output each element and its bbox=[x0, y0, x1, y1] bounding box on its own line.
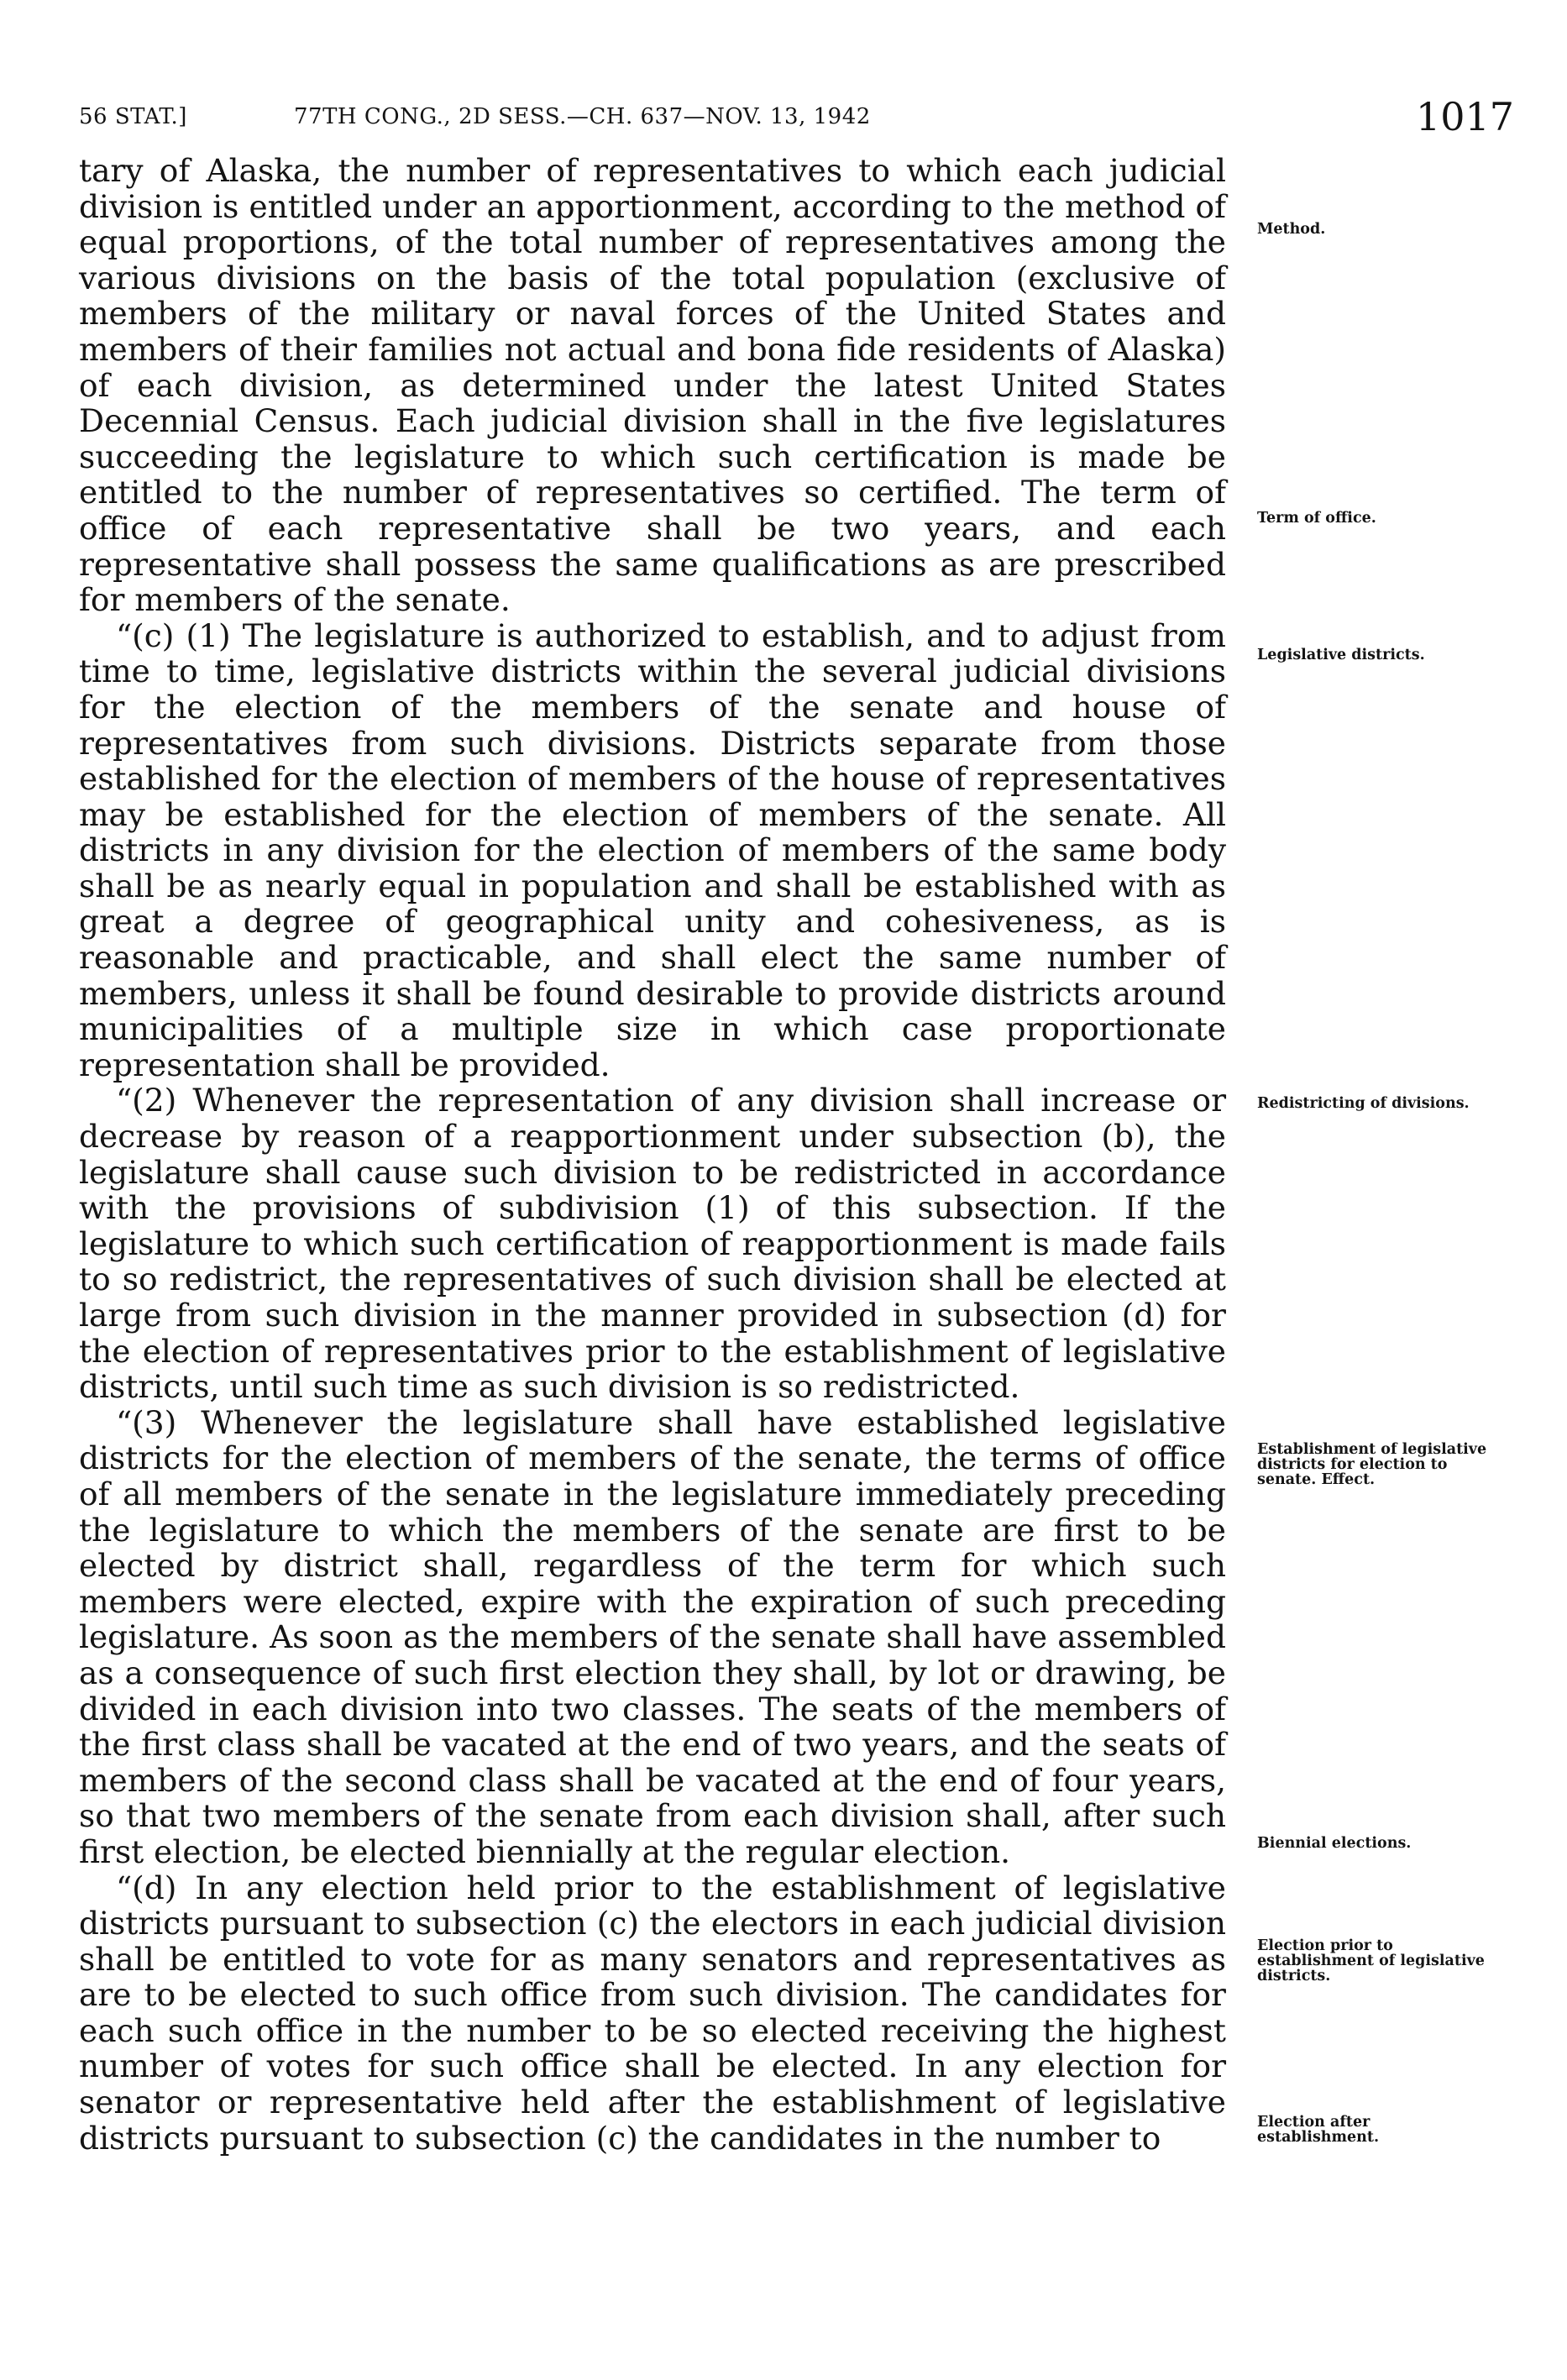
page-number: 1017 bbox=[1416, 94, 1515, 139]
paragraph-subsection-c-3: “(3) Whenever the legislature shall have established legislative districts for the election of members of the senate, the terms of office of all members of the senate in the legislature immediately preceding the legislature to which the members of the senate are first to be elected by district shall, regardless of the term for which such members were elected, expire with the expiration of such preceding legislature. As soon as the members of the senate shall have assembled as a consequence of such first election they shall, by lot or drawing, be divided in each division into two classes. The seats of the members of the first class shall be vacated at the end of two years, and the seats of members of the second class shall be vacated at the end of four years, so that two members of the senate from each division shall, after such first election, be elected biennially at the regular election. bbox=[79, 1403, 1226, 1870]
paragraph-subsection-c-2: “(2) Whenever the representation of any division shall increase or decrease by reason of a reapportionment under subsection (b), the legislature shall cause such division to be redistricted in accordance with the provisions of subdivision (1) of this subsection. If the legislature to which such certification of reapportionment is made fails to so redistrict, the representatives of such division shall be elected at large from such division in the manner provided in subsection (d) for the election of representatives prior to the establishment of legislative districts, until such time as such division is so redistricted. bbox=[79, 1082, 1226, 1406]
margin-note-election-prior: Election prior to establishment of legislative districts. bbox=[1257, 1937, 1485, 1984]
statute-body bbox=[79, 153, 1226, 2156]
margin-note-legislative-districts: Legislative districts. bbox=[1257, 647, 1425, 663]
margin-note-establishment: Establishment of legislative districts for election to senate. Effect. bbox=[1257, 1441, 1487, 1488]
paragraph-subsection-d: “(d) In any election held prior to the establishment of legislative districts pursuant to subsection (c) the electors in each judicial division shall be entitled to vote for as many senators and representatives as are to be elected to such office from such division. The candidates for each such office in the number to be so elected receiving the highest number of votes for such office shall be elected. In any election for senator or representative held after the establishment of legislative districts pursuant to subsection (c) the candidates in the number to bbox=[79, 1869, 1226, 2157]
paragraph-subsection-c-1: “(c) (1) The legislature is authorized to establish, and to adjust from time to time, legislative districts within the several judicial divisions for the election of the members of the senate and house of representatives from such divisions. Districts separate from those established for the election of members of the house of representatives may be established for the election of members of the senate. All districts in any division for the election of members of the same body shall be as nearly equal in population and shall be established with as great a degree of geographical unity and cohesiveness, as is reasonable and practicable, and shall elect the same number of members, unless it shall be found desirable to provide districts around municipalities of a multiple size in which case proportionate representation shall be provided. bbox=[79, 616, 1226, 1083]
paragraph-apportionment: tary of Alaska, the number of representatives to which each judicial division is entitled under an apportionment, according to the method of equal proportions, of the total number of representatives among the various divisions on the basis of the total population (exclusive of members of the military or naval forces of the United States and members of their families not actual and bona fide residents of Alaska) of each division, as determined under the latest United States Decennial Census. Each judicial division shall in the five legislatures succeeding the legislature to which such certification is made be entitled to the number of representatives so certified. The term of office of each representative shall be two years, and each representative shall possess the same qualifications as are prescribed for members of the senate. bbox=[79, 152, 1226, 619]
margin-note-redistricting: Redistricting of divisions. bbox=[1257, 1095, 1470, 1112]
margin-note-method: Method. bbox=[1257, 221, 1326, 238]
running-header bbox=[0, 94, 1567, 144]
margin-note-election-after: Election after establishment. bbox=[1257, 2114, 1380, 2146]
margin-note-biennial: Biennial elections. bbox=[1257, 1835, 1412, 1852]
volume-reference: 56 STAT.] bbox=[79, 104, 187, 129]
session-chapter-date: 77TH CONG., 2D SESS.—CH. 637—NOV. 13, 1942 bbox=[294, 104, 871, 129]
margin-note-term-of-office: Term of office. bbox=[1257, 510, 1376, 527]
